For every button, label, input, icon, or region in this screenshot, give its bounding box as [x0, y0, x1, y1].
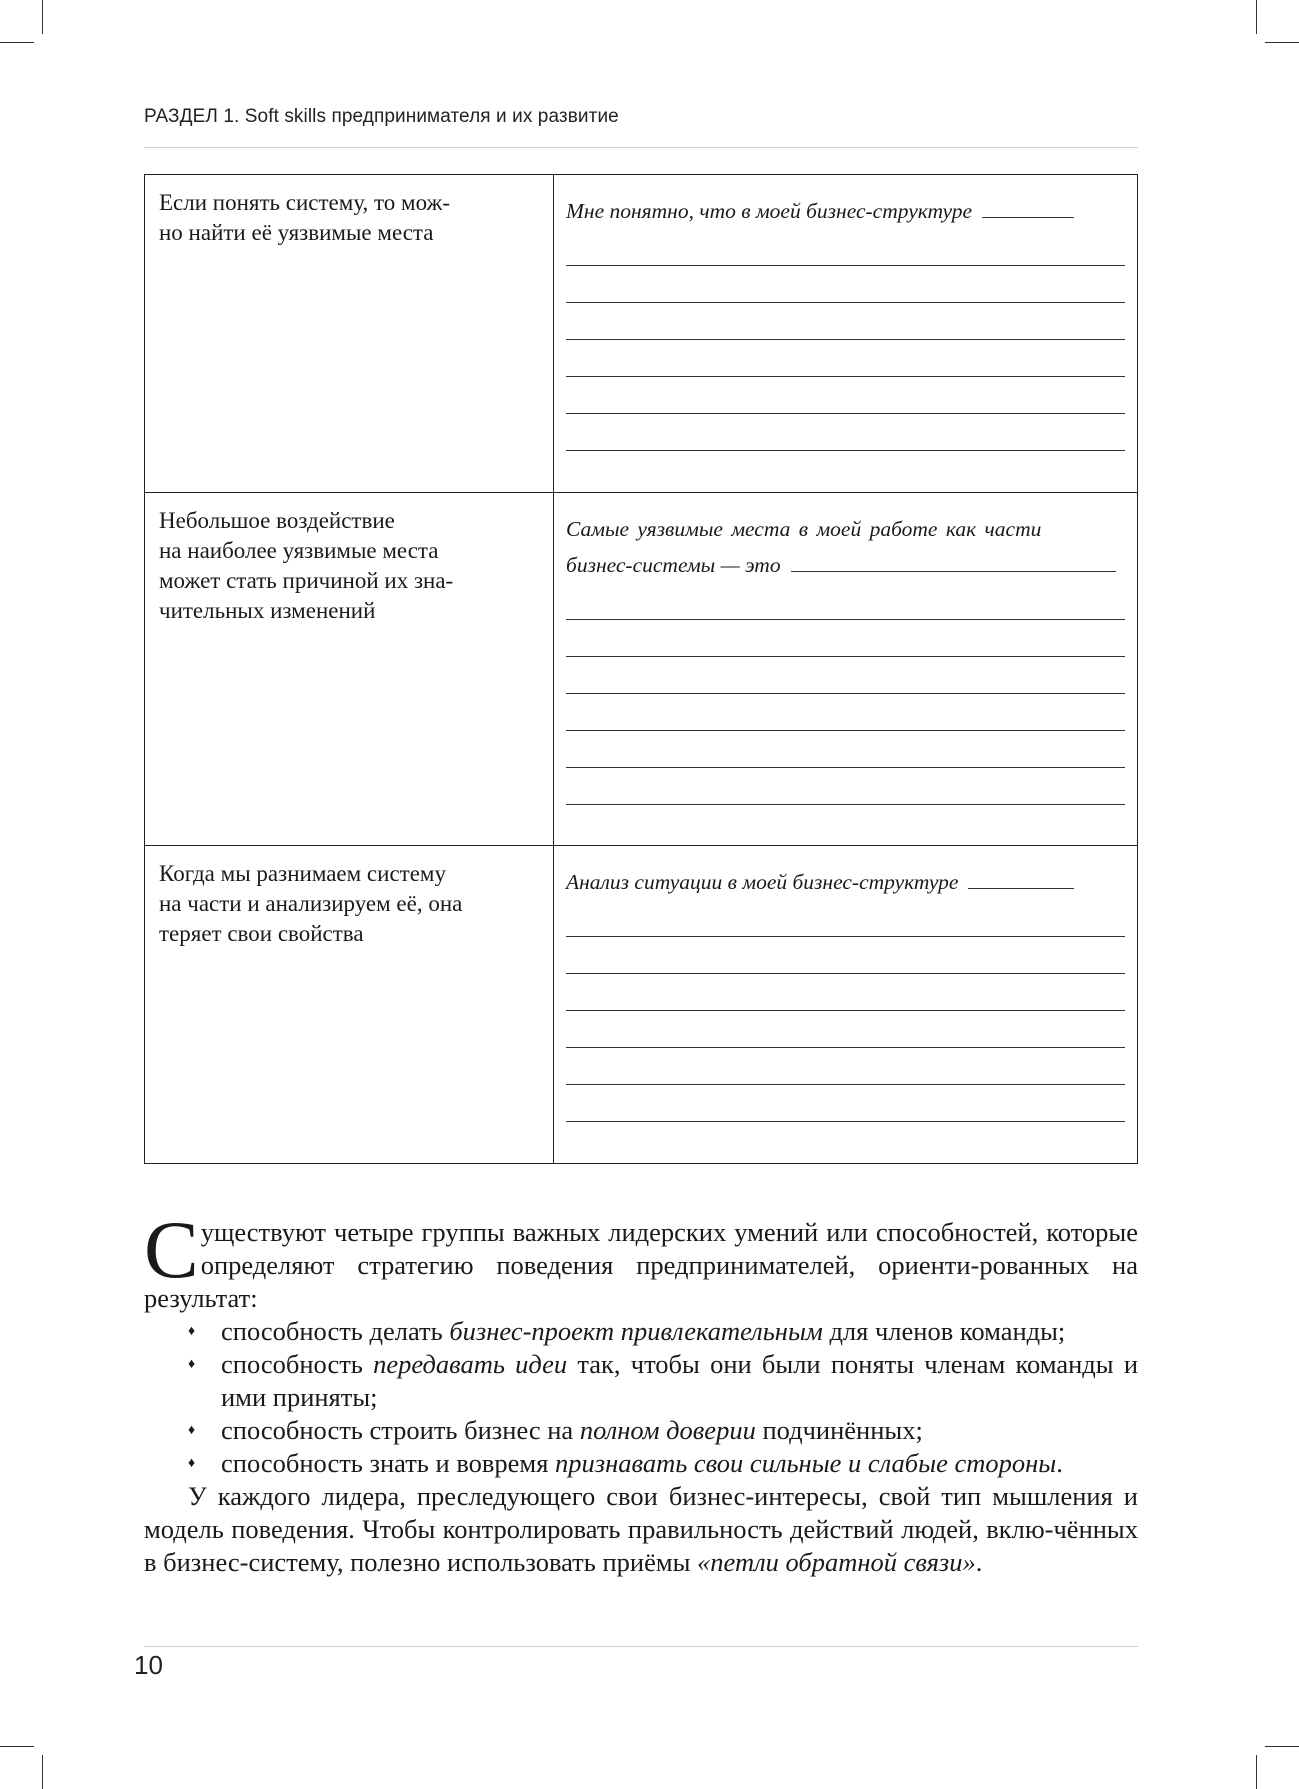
- fill-in-line[interactable]: [566, 303, 1125, 340]
- worksheet-row: [145, 493, 1138, 846]
- worksheet-row: [145, 846, 1138, 1164]
- diamond-bullet-icon: ♦: [188, 1357, 196, 1372]
- statement-text: Когда мы разнимаем систему на части и анализируем её, она теряет свои свойства: [159, 861, 463, 946]
- fill-in-line[interactable]: [566, 1085, 1125, 1122]
- response-prompt: бизнес-системы — это: [566, 547, 1125, 583]
- fill-in-line[interactable]: [566, 731, 1125, 768]
- response-prompt: Анализ ситуации в моей бизнес-структуре: [566, 864, 1125, 900]
- fill-in-line[interactable]: [566, 974, 1125, 1011]
- crop-mark: [42, 1755, 43, 1789]
- closing-paragraph: У каждого лидера, преследующего свои бизнес-интересы, свой тип мышления и модель поведения. Чтобы контролировать правильность действий людей, вклю-чённых в бизнес-систему, полезно использовать приёмы «петли обратной связи».: [144, 1481, 1138, 1577]
- fill-in-line[interactable]: [791, 570, 1116, 572]
- fill-in-line[interactable]: [566, 900, 1125, 937]
- fill-in-line[interactable]: [566, 583, 1125, 620]
- header-divider: [144, 147, 1138, 148]
- fill-in-line[interactable]: [982, 216, 1074, 218]
- fill-in-line[interactable]: [566, 768, 1125, 805]
- crop-mark: [1256, 0, 1257, 34]
- crop-mark: [1265, 42, 1299, 43]
- drop-cap: С: [144, 1204, 199, 1295]
- crop-mark: [1265, 1746, 1299, 1747]
- list-item: ♦ способность знать и вовремя признавать свои сильные и слабые стороны.: [188, 1448, 1063, 1478]
- response-cell[interactable]: [554, 846, 1138, 1164]
- fill-in-line[interactable]: [566, 1011, 1125, 1048]
- fill-in-line[interactable]: [566, 657, 1125, 694]
- crop-mark: [0, 1746, 34, 1747]
- response-cell[interactable]: [554, 493, 1138, 846]
- body-text: [144, 1204, 1139, 1579]
- fill-in-line[interactable]: [566, 620, 1125, 657]
- page-number: 10: [134, 1650, 163, 1680]
- footer-divider: [144, 1646, 1138, 1647]
- fill-in-line[interactable]: [566, 1048, 1125, 1085]
- statement-text: Если понять систему, то мож- но найти её уязвимые места: [159, 190, 451, 245]
- fill-in-line[interactable]: [566, 266, 1125, 303]
- fill-in-line[interactable]: [566, 937, 1125, 974]
- list-item: ♦ способность делать бизнес-проект привлекательным для членов команды;: [188, 1316, 1066, 1346]
- response-prompt: Самые уязвимые места в моей работе как части: [566, 517, 1042, 541]
- worksheet-table: [144, 174, 1138, 1164]
- skills-list: [144, 1315, 1138, 1480]
- response-cell[interactable]: [554, 175, 1138, 493]
- fill-in-line[interactable]: [566, 377, 1125, 414]
- diamond-bullet-icon: ♦: [188, 1456, 196, 1471]
- fill-in-line[interactable]: [566, 414, 1125, 451]
- diamond-bullet-icon: ♦: [188, 1324, 196, 1339]
- statement-cell: [145, 175, 554, 493]
- list-item: ♦ способность передавать идеи так, чтобы они были поняты членам команды и ими приняты;: [188, 1349, 1139, 1412]
- statement-cell: [145, 846, 554, 1164]
- crop-mark: [42, 0, 43, 34]
- response-prompt: Мне понятно, что в моей бизнес-структуре: [566, 193, 1125, 229]
- fill-in-line[interactable]: [566, 229, 1125, 266]
- statement-text: Небольшое воздействие на наиболее уязвимые места может стать причиной их зна- чительных изменений: [159, 508, 454, 623]
- fill-in-line[interactable]: [566, 694, 1125, 731]
- statement-cell: [145, 493, 554, 846]
- diamond-bullet-icon: ♦: [188, 1423, 196, 1438]
- worksheet-row: [145, 175, 1138, 493]
- running-head: РАЗДЕЛ 1. Soft skills предпринимателя и их развитие: [144, 106, 619, 127]
- intro-paragraph: Существуют четыре группы важных лидерских умений или способностей, которые определяют стратегию поведения предпринимателей, ориенти-рованных на результат:: [144, 1204, 1138, 1313]
- fill-in-line[interactable]: [566, 340, 1125, 377]
- crop-mark: [1256, 1755, 1257, 1789]
- list-item: ♦ способность строить бизнес на полном доверии подчинённых;: [188, 1415, 923, 1445]
- fill-in-line[interactable]: [968, 887, 1074, 889]
- crop-mark: [0, 42, 34, 43]
